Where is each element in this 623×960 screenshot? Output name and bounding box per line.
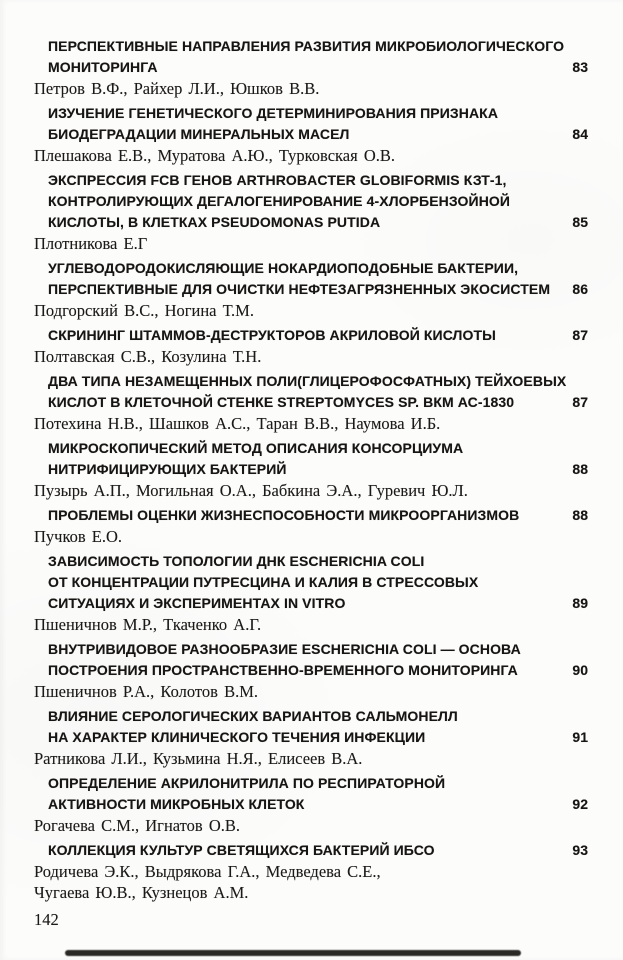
toc-entry xyxy=(34,36,588,99)
entry-authors: Подгорский В.С., Ногина Т.М. xyxy=(34,301,254,320)
entry-authors: Ратникова Л.И., Кузьмина Н.Я., Елисеев В.А. xyxy=(34,749,363,768)
entry-title: МИКРОСКОПИЧЕСКИЙ МЕТОД ОПИСАНИЯ КОНСОРЦИУМА НИТРИФИЦИРУЮЩИХ БАКТЕРИЙ xyxy=(48,440,464,477)
entry-authors: Пучков Е.О. xyxy=(34,527,123,546)
entry-title: ПРОБЛЕМЫ ОЦЕНКИ ЖИЗНЕСПОСОБНОСТИ МИКРООРГАНИЗМОВ xyxy=(48,507,520,523)
toc-entry xyxy=(34,325,588,367)
toc-entry xyxy=(34,551,588,635)
entry-title: ЗАВИСИМОСТЬ ТОПОЛОГИИ ДНК ESCHERICHIA COLI ОТ КОНЦЕНТРАЦИИ ПУТРЕСЦИНА И КАЛИЯ В СТРЕССОВЫХ СИТУАЦИЯХ И ЭКСПЕРИМЕНТАХ IN VITRO xyxy=(48,553,479,611)
toc-entry xyxy=(34,505,588,547)
entry-authors: Пшеничнов Р.А., Колотов В.М. xyxy=(34,682,258,701)
toc-entry xyxy=(34,258,588,321)
entry-title: ДВА ТИПА НЕЗАМЕЩЕННЫХ ПОЛИ(ГЛИЦЕРОФОСФАТНЫХ) ТЕЙХОЕВЫХ КИСЛОТ В КЛЕТОЧНОЙ СТЕНКЕ STREPTOMYCES SP. ВКМ АС-1830 xyxy=(48,373,567,410)
entry-title: УГЛЕВОДОРОДОКИСЛЯЮЩИЕ НОКАРДИОПОДОБНЫЕ БАКТЕРИИ, ПЕРСПЕКТИВНЫЕ ДЛЯ ОЧИСТКИ НЕФТЕЗАГРЯЗНЕННЫХ ЭКОСИСТЕМ xyxy=(48,260,551,297)
entry-title: ВНУТРИВИДОВОЕ РАЗНООБРАЗИЕ ESCHERICHIA COLI — ОСНОВА ПОСТРОЕНИЯ ПРОСТРАНСТВЕННО-ВРЕМЕННОГО МОНИТОРИНГА xyxy=(48,641,521,678)
entry-title-row xyxy=(34,505,588,526)
entry-authors: Рогачева С.М., Игнатов О.В. xyxy=(34,816,241,835)
entry-title: КОЛЛЕКЦИЯ КУЛЬТУР СВЕТЯЩИХСЯ БАКТЕРИЙ ИБСО xyxy=(48,842,435,858)
entry-title-row xyxy=(34,103,588,145)
entry-page-number: 88 xyxy=(572,461,588,477)
entry-page-number: 83 xyxy=(572,59,588,75)
entry-title-row xyxy=(34,438,588,480)
entry-page-number: 89 xyxy=(572,595,588,611)
entry-page-number: 91 xyxy=(572,729,588,745)
toc-entry xyxy=(34,170,588,254)
entry-page-number: 87 xyxy=(572,394,588,410)
entry-authors: Родичева Э.К., Выдрякова Г.А., Медведева С.Е., Чугаева Ю.В., Кузнецов А.М. xyxy=(34,862,381,902)
entry-page-number: 92 xyxy=(572,796,588,812)
entry-title-row xyxy=(34,551,588,614)
entry-page-number: 85 xyxy=(572,214,588,230)
entry-title-row xyxy=(34,639,588,681)
entry-title-row xyxy=(34,371,588,413)
toc-entry xyxy=(34,706,588,769)
entry-title-row xyxy=(34,36,588,78)
entry-title-row xyxy=(34,258,588,300)
toc-entry xyxy=(34,639,588,702)
entry-title-row xyxy=(34,773,588,815)
entry-page-number: 86 xyxy=(572,281,588,297)
entry-authors: Потехина Н.В., Шашков А.С., Таран В.В., Наумова И.Б. xyxy=(34,414,441,433)
entry-authors: Плотникова Е.Г xyxy=(34,234,148,253)
entry-title: ПЕРСПЕКТИВНЫЕ НАПРАВЛЕНИЯ РАЗВИТИЯ МИКРОБИОЛОГИЧЕСКОГО МОНИТОРИНГА xyxy=(48,38,565,75)
toc-list xyxy=(34,36,588,903)
entry-title: ВЛИЯНИЕ СЕРОЛОГИЧЕСКИХ ВАРИАНТОВ САЛЬМОНЕЛЛ НА ХАРАКТЕР КЛИНИЧЕСКОГО ТЕЧЕНИЯ ИНФЕКЦИИ xyxy=(48,708,458,745)
entry-title: СКРИНИНГ ШТАММОВ-ДЕСТРУКТОРОВ АКРИЛОВОЙ КИСЛОТЫ xyxy=(48,327,496,343)
entry-title: ОПРЕДЕЛЕНИЕ АКРИЛОНИТРИЛА ПО РЕСПИРАТОРНОЙ АКТИВНОСТИ МИКРОБНЫХ КЛЕТОК xyxy=(48,775,446,812)
entry-title-row xyxy=(34,706,588,748)
entry-page-number: 90 xyxy=(572,662,588,678)
toc-entry xyxy=(34,371,588,434)
entry-title-row xyxy=(34,325,588,346)
entry-authors: Плешакова Е.В., Муратова А.Ю., Турковская О.В. xyxy=(34,146,396,165)
entry-page-number: 87 xyxy=(572,327,588,343)
toc-entry xyxy=(34,438,588,501)
scan-artifact-bar xyxy=(65,950,521,956)
entry-title: ЭКСПРЕССИЯ FCB ГЕНОВ ARTHROBACTER GLOBIFORMIS КЗТ-1, КОНТРОЛИРУЮЩИХ ДЕГАЛОГЕНИРОВАНИЕ 4-ХЛОРБЕНЗОЙНОЙ КИСЛОТЫ, В КЛЕТКАХ PSEUDOMONAS PUTIDA xyxy=(48,172,511,230)
entry-title-row xyxy=(34,170,588,233)
toc-entry xyxy=(34,773,588,836)
entry-title-row xyxy=(34,840,588,861)
toc-entry xyxy=(34,103,588,166)
entry-authors: Полтавская С.В., Козулина Т.Н. xyxy=(34,347,262,366)
toc-entry xyxy=(34,840,588,903)
entry-page-number: 88 xyxy=(572,507,588,523)
entry-authors: Петров В.Ф., Райхер Л.И., Юшков В.В. xyxy=(34,79,320,98)
entry-page-number: 84 xyxy=(572,126,588,142)
entry-page-number: 93 xyxy=(572,842,588,858)
page-number-footer: 142 xyxy=(34,910,59,929)
entry-title: ИЗУЧЕНИЕ ГЕНЕТИЧЕСКОГО ДЕТЕРМИНИРОВАНИЯ ПРИЗНАКА БИОДЕГРАДАЦИИ МИНЕРАЛЬНЫХ МАСЕЛ xyxy=(48,105,499,142)
entry-authors: Пшеничнов М.Р., Ткаченко А.Г. xyxy=(34,615,262,634)
entry-authors: Пузырь А.П., Могильная О.А., Бабкина Э.А., Гуревич Ю.Л. xyxy=(34,481,468,500)
